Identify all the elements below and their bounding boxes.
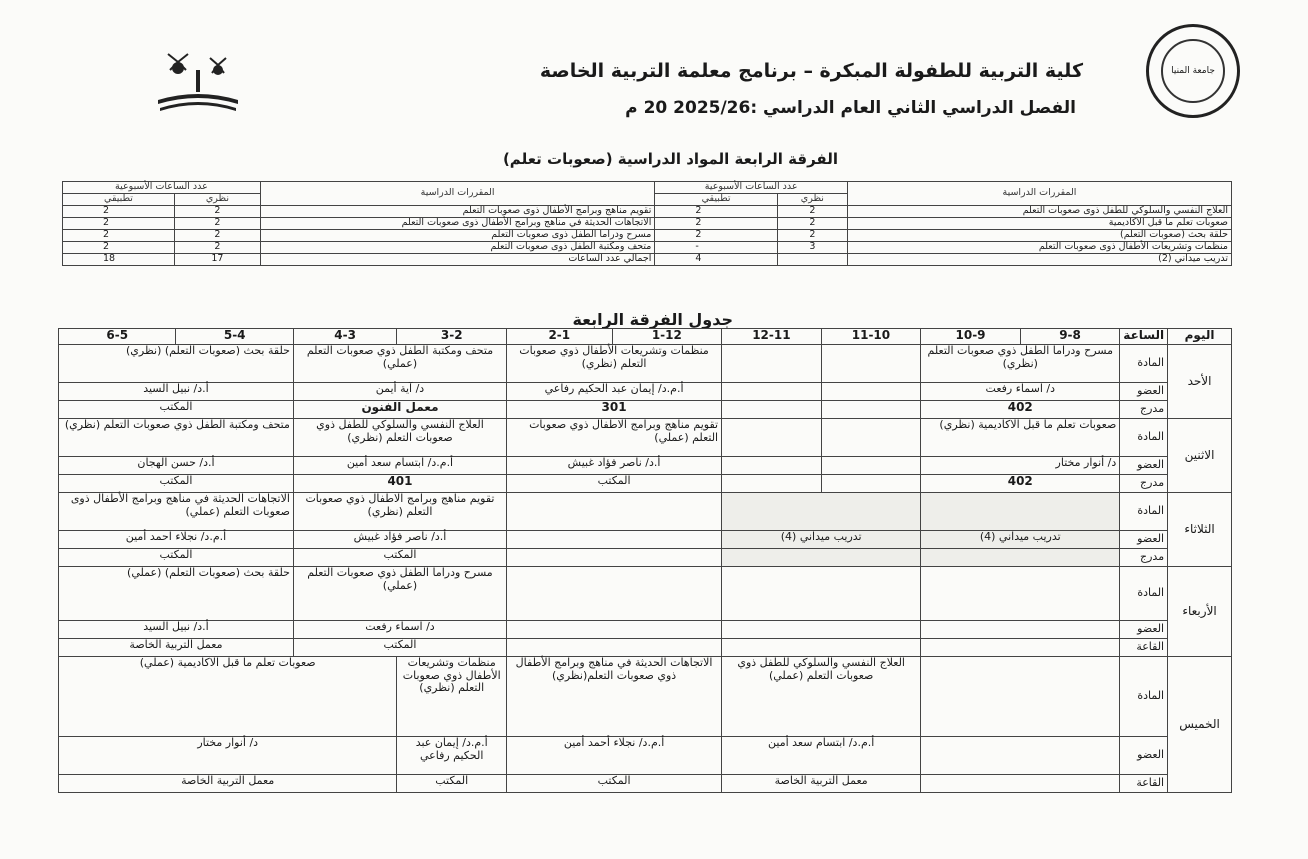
schedule-member: أ.د/ ناصر فؤاد غبيش <box>507 457 722 475</box>
course-name: الاتجاهات الحديثة في مناهج وبرامج الأطفال ذوى صعوبات التعلم <box>260 218 655 230</box>
hours-col-header: عدد الساعات الأسبوعية <box>63 182 261 194</box>
schedule-table <box>58 328 1232 793</box>
schedule-member: د/ آية أيمن <box>293 383 506 401</box>
course-theory <box>777 254 847 266</box>
empty-cell <box>821 345 921 383</box>
schedule-room: معمل التربية الخاصة <box>59 639 294 657</box>
schedule-subject: تقويم مناهج وبرامج الاطفال ذوي صعوبات التعلم (نظري) <box>293 493 506 531</box>
total-practical: 18 <box>63 254 175 266</box>
empty-cell <box>722 621 921 639</box>
empty-cell <box>722 549 921 567</box>
schedule-subject: متحف ومكتبة الطفل ذوي صعوبات التعلم (عملي) <box>293 345 506 383</box>
table-row <box>59 567 1232 621</box>
label-hall: مدرج <box>1120 401 1168 419</box>
schedule-subject: مسرح ودراما الطفل ذوي صعوبات التعلم (نظري) <box>921 345 1120 383</box>
day-tuesday: الثلاثاء <box>1168 493 1232 567</box>
table-row <box>59 657 1232 737</box>
label-subject: المادة <box>1120 567 1168 621</box>
empty-cell <box>921 775 1120 793</box>
schedule-subject: الاتجاهات الحديثة في مناهج وبرامج الأطفال ذوي صعوبات التعلم(نظري) <box>507 657 722 737</box>
time-slot: 1-12 <box>612 329 722 345</box>
empty-cell <box>722 457 822 475</box>
label-member: العضو <box>1120 457 1168 475</box>
time-slot: 6-5 <box>59 329 176 345</box>
empty-cell <box>821 401 921 419</box>
empty-cell <box>507 493 722 531</box>
course-theory: 2 <box>777 218 847 230</box>
schedule-room: 301 <box>507 401 722 419</box>
corner-time: الساعة <box>1120 329 1168 345</box>
course-theory: 2 <box>175 206 261 218</box>
table-row <box>63 254 1232 266</box>
courses-section-title: الفرقة الرابعة المواد الدراسية (صعوبات تعلم) <box>502 150 838 168</box>
hours-col-header: عدد الساعات الأسبوعية <box>655 182 848 194</box>
label-hall: مدرج <box>1120 549 1168 567</box>
schedule-subject: حلقة بحث (صعوبات التعلم) (نظري) <box>59 345 294 383</box>
semester-title: الفصل الدراسي الثاني العام الدراسي :2025/26 20 م <box>625 98 1076 118</box>
empty-cell <box>507 639 722 657</box>
time-slot: 5-4 <box>176 329 293 345</box>
time-slot: 4-3 <box>293 329 396 345</box>
schedule-member: د/ أنوار مختار <box>59 737 397 775</box>
schedule-subject: متحف ومكتبة الطفل ذوي صعوبات التعلم (نظري) <box>59 419 294 457</box>
schedule-member: أ.م.د/ إيمان عبد الحكيم رفاعي <box>397 737 507 775</box>
time-slot: 12-11 <box>722 329 822 345</box>
schedule-room: المكتب <box>59 475 294 493</box>
university-seal-logo <box>1146 24 1240 118</box>
day-monday: الاثنين <box>1168 419 1232 493</box>
seal-text: جامعة المنيا <box>1171 66 1215 76</box>
empty-cell <box>507 531 722 549</box>
schedule-member: أ.م.د/ ابتسام سعد أمين <box>722 737 921 775</box>
schedule-member: د/ اسماء رفعت <box>921 383 1120 401</box>
empty-cell <box>722 383 822 401</box>
empty-cell <box>821 475 921 493</box>
course-theory: 2 <box>175 218 261 230</box>
empty-cell <box>722 401 822 419</box>
training-cell: تدريب ميداني (4) <box>921 531 1120 549</box>
schedule-room: المكتب <box>293 639 506 657</box>
table-row <box>59 457 1232 475</box>
table-row <box>63 206 1232 218</box>
day-thursday: الخميس <box>1168 657 1232 793</box>
empty-cell <box>722 493 921 531</box>
label-subject: المادة <box>1120 419 1168 457</box>
course-name: مسرح ودراما الطفل ذوى صعوبات التعلم <box>260 230 655 242</box>
course-practical: 2 <box>63 242 175 254</box>
schedule-room: 401 <box>293 475 506 493</box>
table-row <box>59 383 1232 401</box>
table-row <box>59 419 1232 457</box>
empty-cell <box>921 657 1120 737</box>
schedule-subject: العلاج النفسي والسلوكي للطفل ذوي صعوبات التعلم (نظري) <box>293 419 506 457</box>
schedule-title: جدول الفرقة الرابعة <box>572 310 733 329</box>
table-row <box>59 621 1232 639</box>
faculty-logo <box>148 40 248 120</box>
empty-cell <box>821 457 921 475</box>
courses-col-header: المقررات الدراسية <box>847 182 1231 206</box>
empty-cell <box>507 621 722 639</box>
course-practical: 2 <box>655 230 777 242</box>
empty-cell <box>507 549 722 567</box>
theory-header: نظري <box>777 194 847 206</box>
table-row <box>59 737 1232 775</box>
table-row <box>59 531 1232 549</box>
schedule-subject: منظمات وتشريعات الأطفال ذوي صعوبات التعلم (نظري) <box>507 345 722 383</box>
course-name: متحف ومكتبة الطفل ذوى صعوبات التعلم <box>260 242 655 254</box>
courses-header-row <box>63 182 1232 194</box>
course-theory: 2 <box>777 206 847 218</box>
course-practical: 2 <box>63 206 175 218</box>
course-theory: 3 <box>777 242 847 254</box>
schedule-subject: تقويم مناهج وبرامج الاطفال ذوي صعوبات التعلم (عملي) <box>507 419 722 457</box>
total-theory: 17 <box>175 254 261 266</box>
table-row <box>63 230 1232 242</box>
table-row <box>59 775 1232 793</box>
schedule-member: أ.د/ حسن الهجان <box>59 457 294 475</box>
schedule-room: 402 <box>921 401 1120 419</box>
table-row <box>59 549 1232 567</box>
empty-cell <box>722 419 822 457</box>
total-label: اجمالي عدد الساعات <box>260 254 655 266</box>
schedule-room: معمل الفنون <box>293 401 506 419</box>
day-sunday: الأحد <box>1168 345 1232 419</box>
course-theory: 2 <box>777 230 847 242</box>
schedule-member: أ.د/ نبيل السيد <box>59 383 294 401</box>
schedule-subject: منظمات وتشريعات الأطفال ذوي صعوبات التعلم (نظري) <box>397 657 507 737</box>
course-practical: 2 <box>655 218 777 230</box>
course-name: تقويم مناهج وبرامج الأطفال ذوى صعوبات التعلم <box>260 206 655 218</box>
label-subject: المادة <box>1120 657 1168 737</box>
empty-cell <box>921 493 1120 531</box>
label-member: العضو <box>1120 621 1168 639</box>
schedule-room: معمل التربية الخاصة <box>59 775 397 793</box>
schedule-room: المكتب <box>59 401 294 419</box>
schedule-member: أ.م.د/ ابتسام سعد أمين <box>293 457 506 475</box>
seal-inner <box>1161 39 1225 103</box>
table-row <box>63 218 1232 230</box>
schedule-member: د/ اسماء رفعت <box>293 621 506 639</box>
schedule-room: المكتب <box>507 475 722 493</box>
schedule-room: المكتب <box>397 775 507 793</box>
time-slot: 2-1 <box>507 329 613 345</box>
label-room: القاعة <box>1120 639 1168 657</box>
course-theory: 2 <box>175 230 261 242</box>
empty-cell <box>722 639 921 657</box>
schedule-room: معمل التربية الخاصة <box>722 775 921 793</box>
course-practical: - <box>655 242 777 254</box>
empty-cell <box>821 419 921 457</box>
schedule-subject: صعوبات تعلم ما قبل الاكاديمية (عملي) <box>59 657 397 737</box>
empty-cell <box>722 345 822 383</box>
time-slot: 3-2 <box>397 329 507 345</box>
course-name: تدريب ميداني (2) <box>847 254 1231 266</box>
practical-header: تطبيقي <box>63 194 175 206</box>
label-hall: مدرج <box>1120 475 1168 493</box>
courses-table <box>62 181 1232 266</box>
table-row <box>59 493 1232 531</box>
corner-day: اليوم <box>1168 329 1232 345</box>
empty-cell <box>921 567 1120 621</box>
day-wednesday: الأربعاء <box>1168 567 1232 657</box>
label-subject: المادة <box>1120 345 1168 383</box>
empty-cell <box>507 567 722 621</box>
table-row <box>59 345 1232 383</box>
empty-cell <box>921 737 1120 775</box>
label-member: العضو <box>1120 737 1168 775</box>
schedule-subject: الاتجاهات الحديثة في مناهج وبرامج الأطفال ذوى صعوبات التعلم (عملي) <box>59 493 294 531</box>
label-subject: المادة <box>1120 493 1168 531</box>
course-theory: 2 <box>175 242 261 254</box>
table-row <box>59 475 1232 493</box>
course-name: حلقة بحث (صعوبات التعلم) <box>847 230 1231 242</box>
schedule-member: أ.م.د/ إيمان عبد الحكيم رفاعي <box>507 383 722 401</box>
courses-col-header: المقررات الدراسية <box>260 182 655 206</box>
page-title: كلية التربية للطفولة المبكرة – برنامج معلمة التربية الخاصة <box>539 60 1083 82</box>
course-practical: 4 <box>655 254 777 266</box>
training-cell: تدريب ميداني (4) <box>722 531 921 549</box>
course-practical: 2 <box>655 206 777 218</box>
course-practical: 2 <box>63 218 175 230</box>
time-slot: 11-10 <box>821 329 921 345</box>
schedule-room: المكتب <box>59 549 294 567</box>
table-row <box>59 639 1232 657</box>
empty-cell <box>722 567 921 621</box>
schedule-room: المكتب <box>293 549 506 567</box>
schedule-subject: مسرح ودراما الطفل ذوي صعوبات التعلم (عملي) <box>293 567 506 621</box>
empty-cell <box>821 383 921 401</box>
schedule-member: أ.د/ نبيل السيد <box>59 621 294 639</box>
course-name: العلاج النفسي والسلوكي للطفل ذوى صعوبات التعلم <box>847 206 1231 218</box>
time-header-row <box>59 329 1232 345</box>
label-member: العضو <box>1120 531 1168 549</box>
schedule-member: د/ أنوار مختار <box>921 457 1120 475</box>
label-member: العضو <box>1120 383 1168 401</box>
schedule-subject: صعوبات تعلم ما قبل الاكاديمية (نظري) <box>921 419 1120 457</box>
empty-cell <box>921 549 1120 567</box>
schedule-room: 402 <box>921 475 1120 493</box>
schedule-subject: حلقة بحث (صعوبات التعلم) (عملي) <box>59 567 294 621</box>
empty-cell <box>921 639 1120 657</box>
theory-header: نظري <box>175 194 261 206</box>
schedule-member: أ.د/ ناصر فؤاد غبيش <box>293 531 506 549</box>
empty-cell <box>921 621 1120 639</box>
course-name: صعوبات تعلم ما قبل الاكاديمية <box>847 218 1231 230</box>
table-row <box>63 242 1232 254</box>
course-name: منظمات وتشريعات الأطفال ذوى صعوبات التعلم <box>847 242 1231 254</box>
time-slot: 10-9 <box>921 329 1021 345</box>
practical-header: تطبيقي <box>655 194 777 206</box>
empty-cell <box>722 475 822 493</box>
schedule-subject: العلاج النفسي والسلوكي للطفل ذوي صعوبات التعلم (عملي) <box>722 657 921 737</box>
schedule-room: المكتب <box>507 775 722 793</box>
table-row <box>59 401 1232 419</box>
label-room: القاعة <box>1120 775 1168 793</box>
course-practical: 2 <box>63 230 175 242</box>
schedule-member: أ.م.د/ نجلاء احمد أمين <box>59 531 294 549</box>
schedule-member: أ.م.د/ نجلاء أحمد أمين <box>507 737 722 775</box>
time-slot: 9-8 <box>1020 329 1120 345</box>
